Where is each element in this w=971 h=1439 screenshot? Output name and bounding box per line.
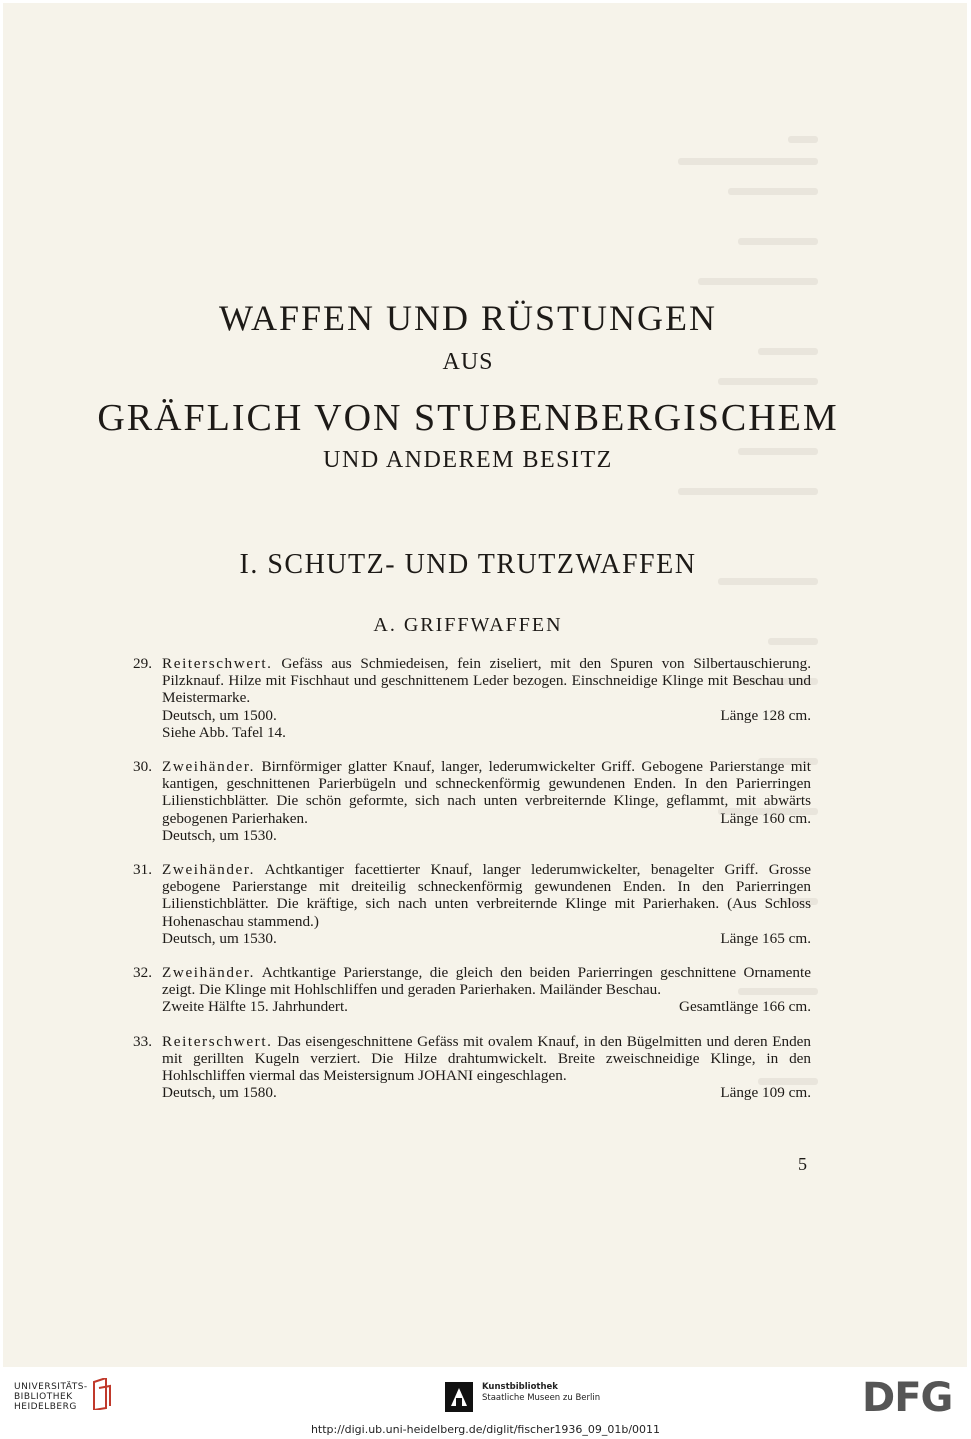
scanned-page — [3, 3, 967, 1367]
entry-origin: Deutsch, um 1530. — [162, 826, 277, 844]
entry-size: Gesamtlänge 166 cm. — [678, 998, 811, 1016]
entry-number: 33. — [133, 1032, 152, 1050]
entry-term: Reiterschwert. — [162, 1032, 273, 1050]
catalogue-entries — [133, 655, 811, 1118]
uhd-label[interactable]: UNIVERSITÄTS- BIBLIOTHEK HEIDELBERG — [14, 1382, 88, 1412]
uhd-logo-icon[interactable] — [90, 1378, 116, 1410]
entry-origin: Zweite Hälfte 15. Jahrhundert. — [162, 998, 348, 1016]
entry-number: 32. — [133, 964, 152, 982]
page-title: WAFFEN UND RÜSTUNGEN — [218, 298, 717, 338]
catalogue-entry — [133, 758, 811, 844]
dfg-logo[interactable]: DFG — [862, 1375, 953, 1421]
entry-note: Siehe Abb. Tafel 14. — [162, 723, 286, 741]
entry-description: Birnförmiger glatter Knauf, langer, lederumwickelter Griff. Gebogene Parierstange mit kantigen, geschnittenen Parierbügeln und schneckenförmig gewundenen Enden. In den Parierringen Lilienstichblätter. Die schön geformte, sich nach unten verbreiternde Klinge, geflammt, mit abwärts gebogenen Parierhaken. — [162, 758, 811, 827]
entry-description: Gefäss aus Schmiedeisen, fein ziseliert, mit den Spuren von Silbertauschierung. Pilzknauf. Hilze mit Fischhaut und geschnittenem Leder bezogen. Einschneidige Klinge mit Beschau und Meistermarke. — [162, 655, 811, 707]
collection-subtitle: UND ANDEREM BESITZ — [323, 447, 613, 473]
catalogue-entry — [133, 655, 811, 741]
catalogue-entry — [133, 861, 811, 947]
kunstbibliothek-label[interactable]: Kunstbibliothek Staatliche Museen zu Berlin — [482, 1382, 601, 1403]
entry-size: Länge 109 cm. — [720, 1084, 811, 1102]
entry-description: Das eisengeschnittene Gefäss mit ovalem Knauf, in den Bügelmitten und deren Enden mit gerillten Kugeln verziert. Die Hilze drahtumwickelt. Breite zweischneidige Klinge, in den Hohlschliffen viermal das Meistersignum JOHANI eingeschlagen. — [162, 1032, 812, 1085]
entry-size: Länge 165 cm. — [720, 929, 811, 947]
section-heading: I. SCHUTZ- UND TRUTZWAFFEN — [239, 549, 697, 580]
entry-number: 31. — [133, 861, 152, 879]
entry-size: Länge 128 cm. — [720, 706, 811, 724]
entry-origin: Deutsch, um 1500. — [162, 706, 277, 724]
viewer-footer — [0, 1369, 971, 1439]
entry-term: Zweihänder. — [162, 758, 256, 776]
entry-origin: Deutsch, um 1530. — [162, 929, 277, 947]
entry-origin: Deutsch, um 1580. — [162, 1084, 277, 1102]
entry-description: Achtkantige Parierstange, die gleich den beiden Parierringen geschnittene Ornamente zeigt. Die Klinge mit Hohlschliffen und geraden Parierhaken. Mailänder Beschau. — [162, 964, 811, 999]
subsection-heading: A. GRIFFWAFFEN — [373, 614, 563, 636]
catalogue-entry — [133, 964, 811, 1016]
entry-term: Zweihänder. — [162, 964, 256, 982]
entry-size: Länge 160 cm. — [720, 809, 811, 827]
entry-number: 30. — [133, 758, 152, 776]
entry-description: Achtkantiger facettierter Knauf, langer lederumwickelter, benagelter Griff. Grosse gebogene Parierstange mit dreiteilig schneckenförmig gewundenen Enden. In den Parierringen Lilienstichblätter. Die kräftige, sich nach unten verbreiternde Klinge mit Parierhaken. (Aus Schloss Hohenaschau stammend.) — [162, 861, 811, 930]
kunstbibliothek-logo-icon[interactable] — [445, 1382, 473, 1412]
entry-term: Reiterschwert. — [162, 655, 273, 672]
page-number: 5 — [798, 1154, 807, 1174]
catalogue-entry — [133, 1033, 811, 1102]
title-connector: AUS — [442, 349, 494, 375]
page-url[interactable]: http://digi.ub.uni-heidelberg.de/diglit/fischer1936_09_01b/0011 — [310, 1423, 661, 1436]
entry-term: Zweihänder. — [162, 861, 256, 879]
entry-number: 29. — [133, 655, 152, 672]
collection-title: GRÄFLICH VON STUBENBERGISCHEM — [97, 397, 839, 439]
